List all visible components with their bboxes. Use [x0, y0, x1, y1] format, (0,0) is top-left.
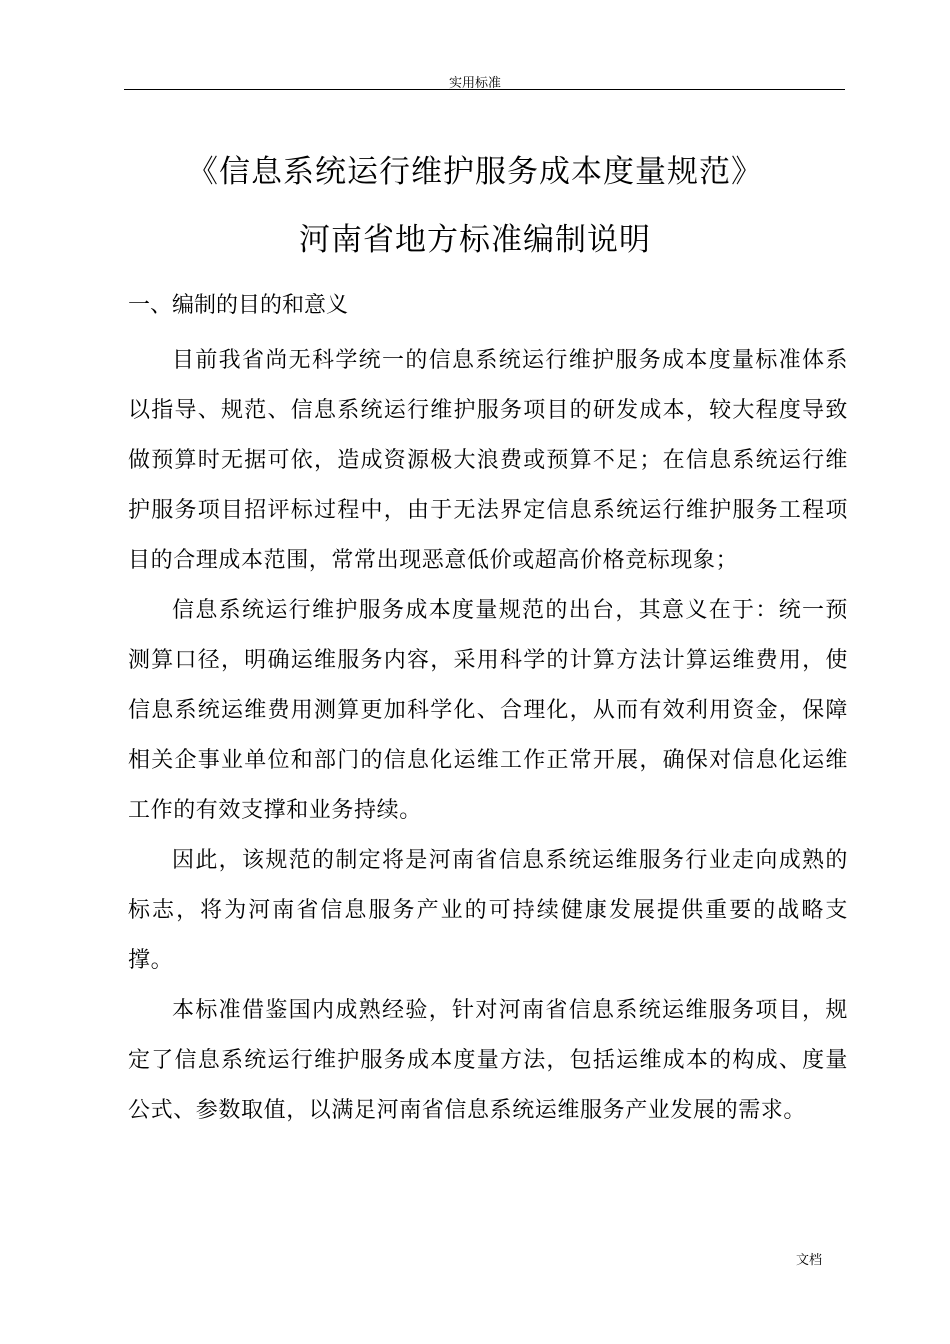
section-body	[128, 336, 848, 1136]
paragraph-purpose: 目前我省尚无科学统一的信息系统运行维护服务成本度量标准体系以指导、规范、信息系统运行维护服务项目的研发成本，较大程度导致做预算时无据可依，造成资源极大浪费或预算不足；在信息系统运行维护服务项目招评标过程中，由于无法界定信息系统运行维护服务工程项目的合理成本范围，常常出现恶意低价或超高价格竞标现象；	[128, 348, 848, 573]
document-title-line-1: 《信息系统运行维护服务成本度量规范》	[187, 154, 763, 190]
section-heading: 一、编制的目的和意义	[128, 293, 349, 318]
document-title-line-2: 河南省地方标准编制说明	[299, 222, 651, 258]
page-footer: 文档	[796, 1253, 823, 1268]
header-rule	[124, 89, 845, 90]
paragraph-significance: 信息系统运行维护服务成本度量规范的出台，其意义在于：统一预测算口径，明确运维服务内容，采用科学的计算方法计算运维费用，使信息系统运维费用测算更加科学化、合理化，从而有效利用资金，保障相关企事业单位和部门的信息化运维工作正常开展，确保对信息化运维工作的有效支撑和业务持续。	[128, 598, 848, 823]
paragraph-scope: 本标准借鉴国内成熟经验，针对河南省信息系统运维服务项目，规定了信息系统运行维护服务成本度量方法，包括运维成本的构成、度量公式、参数取值，以满足河南省信息系统运维服务产业发展的需求。	[128, 998, 848, 1123]
paragraph-conclusion: 因此，该规范的制定将是河南省信息系统运维服务行业走向成熟的标志，将为河南省信息服务产业的可持续健康发展提供重要的战略支撑。	[128, 848, 848, 973]
page-header: 实用标准	[448, 76, 501, 91]
